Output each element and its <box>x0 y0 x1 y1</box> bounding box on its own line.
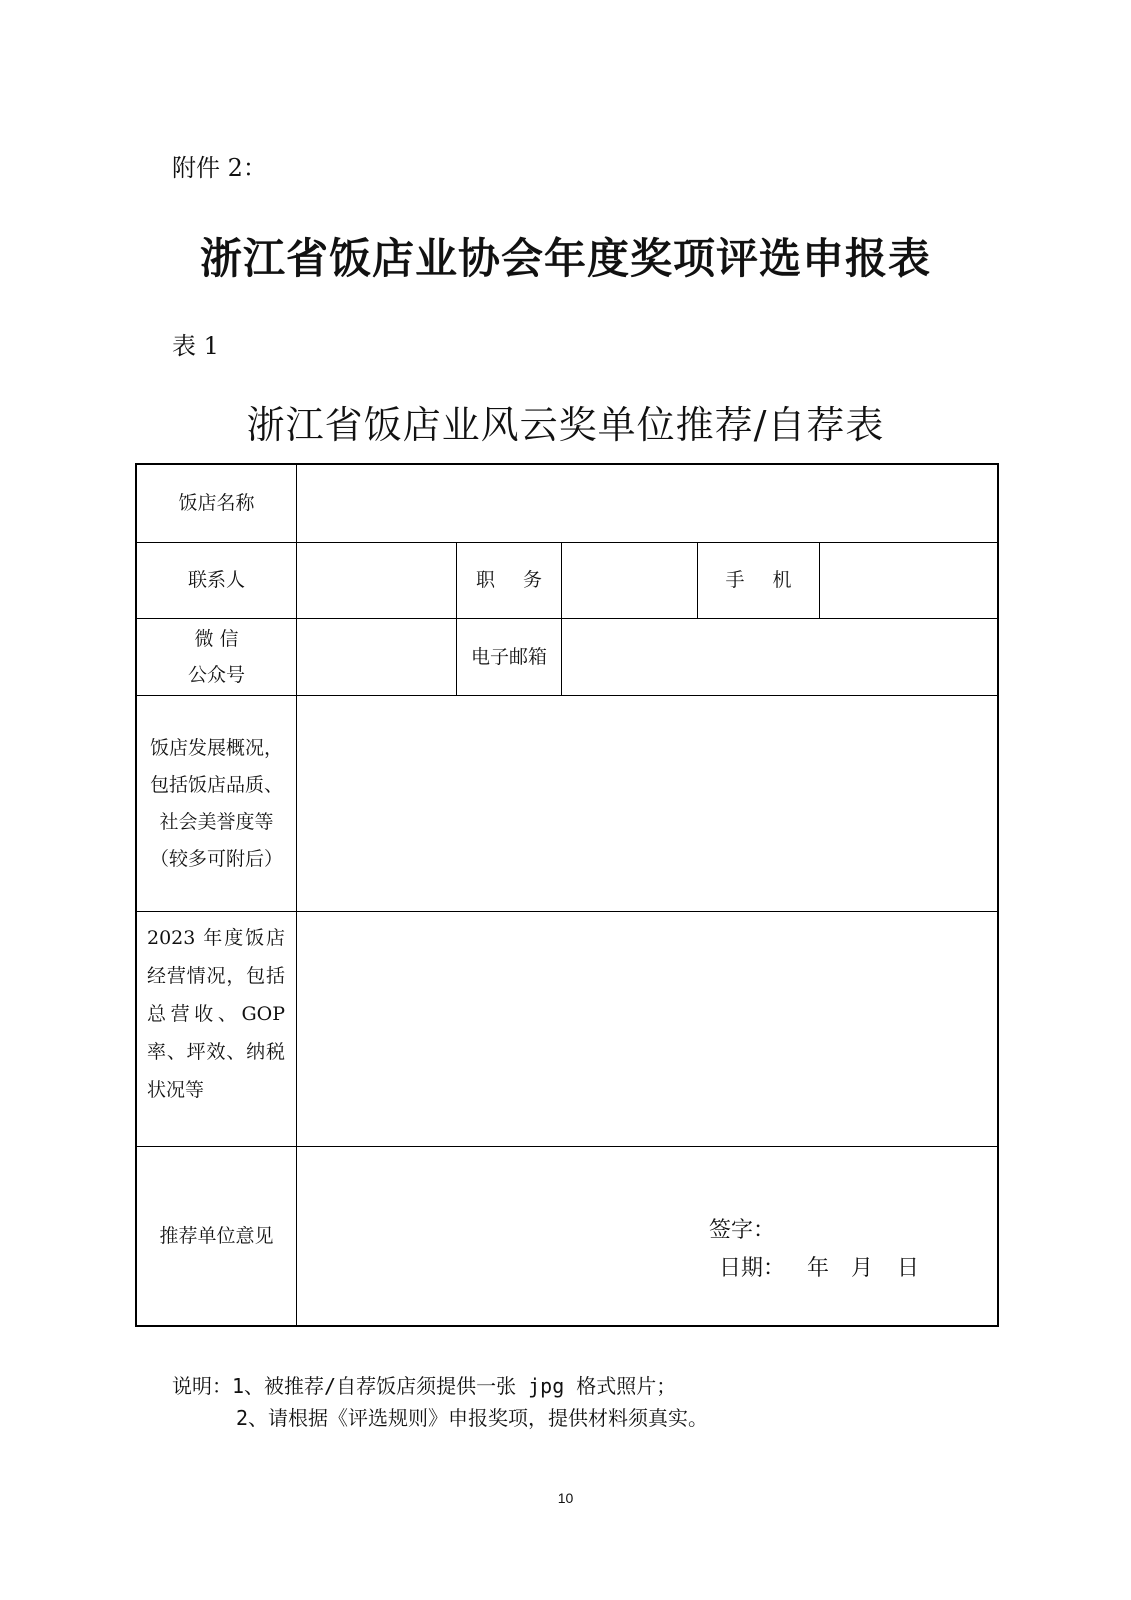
operations-label-line: 率、坪效、纳税 <box>147 1041 285 1063</box>
hotel-name-field[interactable] <box>297 465 997 542</box>
operations-label-line: 2023 年度饭店 <box>147 927 285 949</box>
wechat-field[interactable] <box>297 619 456 695</box>
operations-label-line: 状况等 <box>147 1079 205 1101</box>
date-label: 日期： <box>719 1256 786 1281</box>
overview-label <box>137 696 296 911</box>
mobile-field[interactable] <box>820 543 997 618</box>
opinion-field[interactable] <box>297 1147 997 1325</box>
form-title: 浙江省饭店业风云奖单位推荐/自荐表 <box>246 403 885 447</box>
position-field[interactable] <box>562 543 697 618</box>
signature-label: 签字： <box>709 1218 776 1243</box>
position-label-cell <box>457 543 570 618</box>
overview-label-line: 包括饭店品质、 <box>149 773 283 796</box>
overview-label-line: （较多可附后） <box>149 847 283 870</box>
table-number: 表 1 <box>172 332 219 360</box>
operations-label-line: 经营情况，包括 <box>147 965 285 987</box>
mobile-label: 手机 <box>725 569 820 592</box>
contact-label: 联系人 <box>187 569 245 592</box>
operations-field[interactable] <box>297 912 997 1146</box>
opinion-label: 推荐单位意见 <box>159 1224 274 1247</box>
email-field[interactable] <box>562 619 997 695</box>
operations-label <box>147 901 285 1109</box>
application-form-table <box>135 463 999 1327</box>
year-label: 年 <box>807 1256 830 1281</box>
attachment-label: 附件 2： <box>172 154 267 182</box>
note-line-1: 说明：1、被推荐/自荐饭店须提供一张 jpg 格式照片； <box>172 1374 677 1398</box>
position-label: 职务 <box>475 569 570 592</box>
hotel-name-label: 饭店名称 <box>178 492 255 515</box>
page-number: 10 <box>557 1490 574 1506</box>
note-line-2: 2、请根据《评选规则》申报奖项，提供材料须真实。 <box>236 1406 709 1430</box>
main-title: 浙江省饭店业协会年度奖项评选申报表 <box>199 234 931 283</box>
official-account-label: 公众号 <box>187 664 245 686</box>
wechat-label-line: 微 信 <box>194 628 239 650</box>
email-label: 电子邮箱 <box>470 645 547 668</box>
overview-label-line: 社会美誉度等 <box>159 810 274 833</box>
mobile-label-cell <box>698 543 819 618</box>
day-label: 日 <box>897 1256 920 1281</box>
operations-label-line: 总营收、GOP <box>147 1003 285 1025</box>
contact-field[interactable] <box>297 543 456 618</box>
overview-label-line: 饭店发展概况， <box>149 736 283 759</box>
wechat-label-cell <box>137 619 296 695</box>
month-label: 月 <box>851 1256 874 1281</box>
overview-field[interactable] <box>297 696 997 911</box>
notes <box>172 1370 708 1434</box>
